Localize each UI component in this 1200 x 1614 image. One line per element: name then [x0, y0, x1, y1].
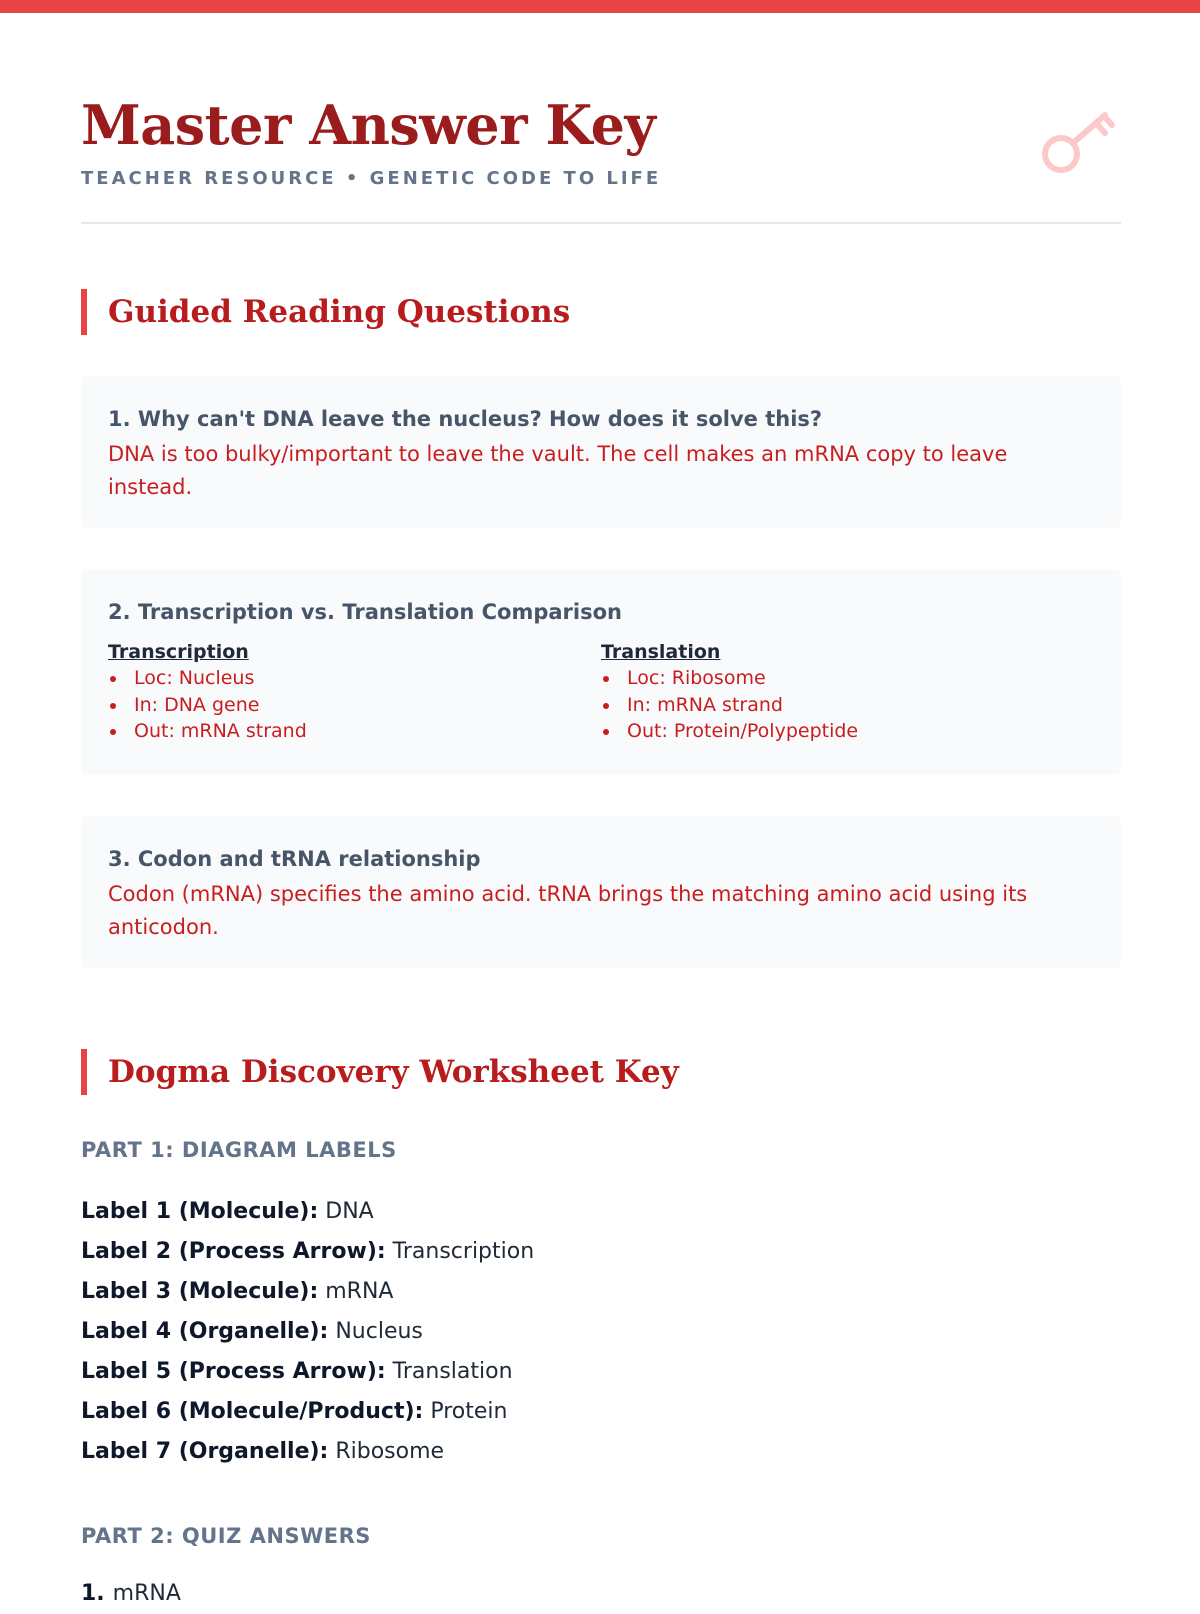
diagram-label-item	[81, 1392, 534, 1432]
label-name: Label 1 (Molecule):	[81, 1199, 319, 1224]
translation-heading: Translation	[601, 641, 721, 663]
quiz-answers-list	[81, 1574, 181, 1614]
part-1-heading: PART 1: DIAGRAM LABELS	[81, 1138, 397, 1162]
question-3-answer: Codon (mRNA) specifies the amino acid. tRNA brings the matching amino acid using its anticodon.	[108, 882, 1028, 939]
list-item: Out: mRNA strand	[108, 718, 601, 745]
question-1-answer: DNA is too bulky/important to leave the vault. The cell makes an mRNA copy to leave instead.	[108, 442, 1008, 499]
label-value: DNA	[325, 1199, 374, 1224]
translation-list	[601, 665, 1094, 745]
transcription-heading: Transcription	[108, 641, 249, 663]
translation-column	[601, 639, 1094, 745]
label-name: Label 2 (Process Arrow):	[81, 1239, 386, 1264]
page-subtitle: TEACHER RESOURCE • GENETIC CODE TO LIFE	[81, 168, 662, 189]
label-name: Label 5 (Process Arrow):	[81, 1359, 386, 1384]
diagram-label-item	[81, 1432, 534, 1472]
question-2-text: 2. Transcription vs. Translation Comparison	[108, 600, 622, 624]
top-accent-bar	[0, 0, 1200, 13]
diagram-label-item	[81, 1312, 534, 1352]
page-header	[81, 92, 1121, 224]
comparison-columns	[108, 639, 1094, 745]
list-item: In: DNA gene	[108, 692, 601, 719]
list-item: In: mRNA strand	[601, 692, 1094, 719]
part-2-heading: PART 2: QUIZ ANSWERS	[81, 1524, 371, 1548]
quiz-number: 1.	[81, 1581, 105, 1606]
question-card-1	[81, 376, 1121, 528]
page-title: Master Answer Key	[81, 93, 656, 157]
label-value: Nucleus	[335, 1319, 423, 1344]
diagram-label-item	[81, 1232, 534, 1272]
quiz-answer: mRNA	[112, 1581, 181, 1606]
diagram-label-item	[81, 1192, 534, 1232]
label-value: Transcription	[392, 1239, 535, 1264]
diagram-label-item	[81, 1352, 534, 1392]
label-value: Translation	[392, 1359, 513, 1384]
diagram-label-item	[81, 1272, 534, 1312]
diagram-labels-list	[81, 1192, 534, 1472]
transcription-list	[108, 665, 601, 745]
label-name: Label 6 (Molecule/Product):	[81, 1399, 424, 1424]
worksheet-heading: Dogma Discovery Worksheet Key	[81, 1049, 679, 1095]
guided-reading-heading: Guided Reading Questions	[81, 289, 570, 335]
question-card-2	[81, 569, 1121, 775]
list-item: Out: Protein/Polypeptide	[601, 718, 1094, 745]
label-name: Label 4 (Organelle):	[81, 1319, 329, 1344]
label-name: Label 3 (Molecule):	[81, 1279, 319, 1304]
question-1-text: 1. Why can't DNA leave the nucleus? How does it solve this?	[108, 407, 823, 431]
label-value: Ribosome	[335, 1439, 445, 1464]
quiz-answer-item	[81, 1574, 181, 1614]
label-value: Protein	[430, 1399, 508, 1424]
key-icon	[1039, 106, 1119, 186]
question-3-text: 3. Codon and tRNA relationship	[108, 847, 481, 871]
transcription-column	[108, 639, 601, 745]
label-value: mRNA	[325, 1279, 394, 1304]
question-card-3	[81, 816, 1121, 968]
list-item: Loc: Nucleus	[108, 665, 601, 692]
label-name: Label 7 (Organelle):	[81, 1439, 329, 1464]
list-item: Loc: Ribosome	[601, 665, 1094, 692]
